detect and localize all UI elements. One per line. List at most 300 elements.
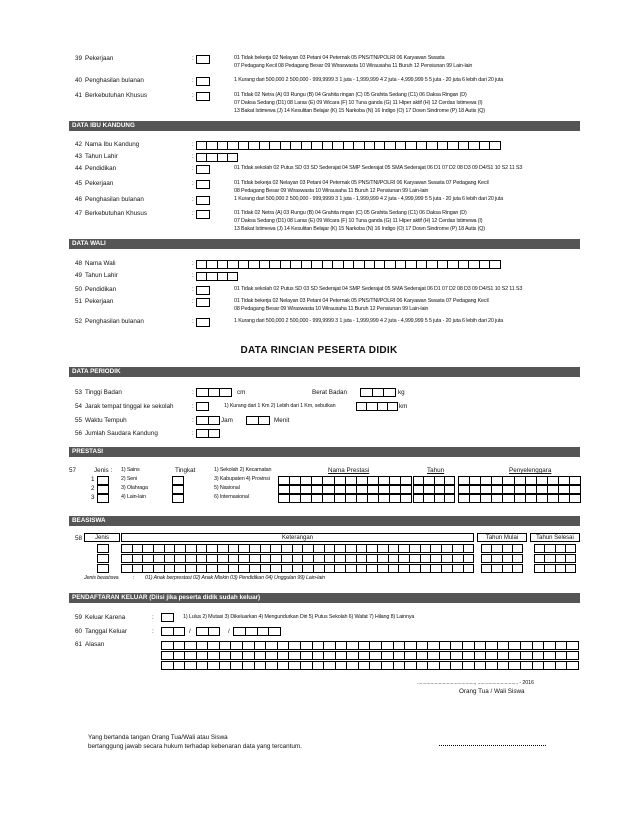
grid-cell[interactable] [513,565,522,572]
grid-cell[interactable] [269,628,280,635]
grid-cell[interactable] [481,477,492,484]
grid-cell[interactable] [570,495,580,502]
exit-day-cells[interactable] [161,627,185,636]
grid-cell[interactable] [513,555,522,562]
grid-cell[interactable] [324,642,336,649]
grid-cell[interactable] [533,642,545,649]
grid-cell[interactable] [503,565,513,572]
grid-cell[interactable] [567,642,578,649]
grid-cell[interactable] [424,486,434,493]
grid-cell[interactable] [533,662,545,669]
grid-cell[interactable] [133,565,144,572]
grid-cell[interactable] [414,486,424,493]
grid-cell[interactable] [207,545,218,552]
grid-cell[interactable] [537,486,548,493]
grid-cell[interactable] [185,652,197,659]
grid-cell[interactable] [448,261,458,268]
grid-cell[interactable] [209,389,221,396]
grid-cell[interactable] [165,565,176,572]
grid-cell[interactable] [209,430,220,437]
grid-cell[interactable] [417,652,429,659]
grid-cell[interactable] [509,642,521,649]
grid-cell[interactable] [463,662,475,669]
grid-cell[interactable] [401,477,411,484]
scholarship-desc-cells[interactable] [121,564,474,573]
grid-cell[interactable] [463,642,475,649]
grid-cell[interactable] [231,662,243,669]
grid-cell[interactable] [266,662,278,669]
grid-cell[interactable] [513,545,522,552]
grid-cell[interactable] [566,545,575,552]
grid-cell[interactable] [442,545,453,552]
grid-cell[interactable] [278,662,290,669]
grid-cell[interactable] [208,642,220,649]
grid-cell[interactable] [428,662,440,669]
grid-cell[interactable] [556,662,568,669]
grid-cell[interactable] [143,565,154,572]
grid-cell[interactable] [209,628,220,635]
grid-cell[interactable] [367,565,378,572]
grid-cell[interactable] [289,662,301,669]
grid-cell[interactable] [259,417,270,424]
grid-cell[interactable] [291,142,301,149]
penghasilan-bulanancode-box[interactable] [196,318,210,327]
grid-cell[interactable] [515,495,526,502]
grid-cell[interactable] [282,555,293,562]
grid-cell[interactable] [480,142,490,149]
grid-cell[interactable] [401,486,411,493]
grid-cell[interactable] [515,486,526,493]
grid-cell[interactable] [545,545,555,552]
grid-cell[interactable] [378,403,388,410]
grid-cell[interactable] [197,545,208,552]
grid-cell[interactable] [526,495,537,502]
berkebutuhan-khususcode-box[interactable] [196,210,210,219]
grid-cell[interactable] [162,652,174,659]
grid-cell[interactable] [258,628,270,635]
grid-cell[interactable] [470,477,481,484]
grid-cell[interactable] [312,477,323,484]
grid-cell[interactable] [375,261,385,268]
grid-cell[interactable] [559,495,570,502]
grid-cell[interactable] [250,555,261,562]
grid-cell[interactable] [346,495,357,502]
grid-cell[interactable] [503,486,514,493]
grid-cell[interactable] [498,662,510,669]
grid-cell[interactable] [390,486,401,493]
grid-cell[interactable] [480,261,490,268]
grid-cell[interactable] [388,403,397,410]
grid-cell[interactable] [325,565,336,572]
grid-cell[interactable] [323,495,334,502]
pekerjaancode-box[interactable] [196,55,210,64]
grid-cell[interactable] [410,545,421,552]
grid-cell[interactable] [162,642,174,649]
grid-cell[interactable] [492,565,502,572]
grid-cell[interactable] [175,565,186,572]
grid-cell[interactable] [335,477,346,484]
grid-cell[interactable] [475,652,487,659]
grid-cell[interactable] [370,642,382,649]
grid-cell[interactable] [301,642,313,649]
grid-cell[interactable] [414,495,424,502]
grid-cell[interactable] [335,545,346,552]
grid-cell[interactable] [442,555,453,562]
grid-cell[interactable] [368,486,379,493]
grid-cell[interactable] [312,486,323,493]
grid-cell[interactable] [313,642,325,649]
grid-cell[interactable] [490,142,499,149]
grid-cell[interactable] [475,662,487,669]
grid-cell[interactable] [250,565,261,572]
grid-cell[interactable] [401,495,411,502]
grid-cell[interactable] [482,545,492,552]
grid-cell[interactable] [208,662,220,669]
grid-cell[interactable] [481,486,492,493]
grid-cell[interactable] [382,642,394,649]
grid-cell[interactable] [302,261,312,268]
pendidikancode-box[interactable] [196,165,210,174]
grid-cell[interactable] [427,261,437,268]
grid-cell[interactable] [293,565,304,572]
grid-cell[interactable] [282,545,293,552]
siblings-cells[interactable] [196,429,220,438]
grid-cell[interactable] [239,142,249,149]
grid-cell[interactable] [234,628,246,635]
tingkat-code-box[interactable] [172,485,184,494]
grid-cell[interactable] [435,486,445,493]
grid-cell[interactable] [556,652,568,659]
grid-cell[interactable] [503,495,514,502]
hours-cells[interactable] [196,416,220,425]
grid-cell[interactable] [335,555,346,562]
grid-cell[interactable] [556,545,566,552]
scholarship-end-cells[interactable] [534,544,576,553]
grid-cell[interactable] [451,662,463,669]
grid-cell[interactable] [396,261,406,268]
grid-cell[interactable] [361,389,373,396]
grid-cell[interactable] [229,545,240,552]
grid-cell[interactable] [239,545,250,552]
grid-cell[interactable] [453,565,464,572]
grid-cell[interactable] [399,555,410,562]
grid-cell[interactable] [421,545,432,552]
grid-cell[interactable] [544,662,556,669]
grid-cell[interactable] [435,495,445,502]
tingkat-code-box[interactable] [172,476,184,485]
grid-cell[interactable] [335,495,346,502]
grid-cell[interactable] [464,555,474,562]
grid-cell[interactable] [231,652,243,659]
grid-cell[interactable] [509,662,521,669]
grid-cell[interactable] [427,142,437,149]
grid-cell[interactable] [278,652,290,659]
grid-cell[interactable] [357,565,368,572]
grid-cell[interactable] [548,495,559,502]
grid-cell[interactable] [503,477,514,484]
scholarship-start-cells[interactable] [481,564,523,573]
grid-cell[interactable] [197,652,209,659]
grid-cell[interactable] [559,477,570,484]
grid-cell[interactable] [229,555,240,562]
grid-cell[interactable] [346,486,357,493]
grid-cell[interactable] [390,477,401,484]
grid-cell[interactable] [406,142,416,149]
grid-cell[interactable] [323,142,333,149]
grid-cell[interactable] [175,555,186,562]
grid-cell[interactable] [357,545,368,552]
grid-cell[interactable] [347,642,359,649]
grid-cell[interactable] [220,389,231,396]
grid-cell[interactable] [336,652,348,659]
grid-cell[interactable] [368,477,379,484]
grid-cell[interactable] [503,545,513,552]
grid-cell[interactable] [279,486,290,493]
grid-cell[interactable] [379,477,390,484]
distance-code-box[interactable] [196,402,209,411]
grid-cell[interactable] [324,652,336,659]
jenis-code-box[interactable] [97,494,109,503]
exit-year-cells[interactable] [233,627,281,636]
grid-cell[interactable] [486,662,498,669]
exit-reason-box[interactable] [161,613,174,622]
grid-cell[interactable] [261,555,272,562]
grid-cell[interactable] [186,555,197,562]
grid-cell[interactable] [271,555,282,562]
grid-cell[interactable] [218,261,228,268]
grid-cell[interactable] [405,642,417,649]
grid-cell[interactable] [239,261,249,268]
grid-cell[interactable] [475,642,487,649]
grid-cell[interactable] [537,495,548,502]
grid-cell[interactable] [390,495,401,502]
grid-cell[interactable] [260,261,270,268]
organizer-cells[interactable] [458,494,581,503]
grid-cell[interactable] [335,565,346,572]
exit-reason-text-cells[interactable] [161,651,579,660]
grid-cell[interactable] [459,495,470,502]
grid-cell[interactable] [406,261,416,268]
grid-cell[interactable] [197,273,207,280]
grid-cell[interactable] [197,555,208,562]
grid-cell[interactable] [370,662,382,669]
grid-cell[interactable] [382,652,394,659]
grid-cell[interactable] [174,628,185,635]
grid-cell[interactable] [357,486,368,493]
grid-cell[interactable] [567,662,578,669]
grid-cell[interactable] [515,477,526,484]
grid-cell[interactable] [162,662,174,669]
grid-cell[interactable] [314,565,325,572]
grid-cell[interactable] [279,477,290,484]
grid-cell[interactable] [302,142,312,149]
grid-cell[interactable] [359,652,371,659]
grid-cell[interactable] [312,495,323,502]
grid-cell[interactable] [399,545,410,552]
scholarship-start-cells[interactable] [481,554,523,563]
grid-cell[interactable] [526,486,537,493]
grid-cell[interactable] [261,545,272,552]
grid-cell[interactable] [323,477,334,484]
grid-cell[interactable] [197,142,207,149]
grid-cell[interactable] [197,261,207,268]
grid-cell[interactable] [537,477,548,484]
grid-cell[interactable] [174,662,186,669]
grid-cell[interactable] [357,495,368,502]
grid-cell[interactable] [365,261,375,268]
grid-cell[interactable] [378,565,389,572]
grid-cell[interactable] [218,545,229,552]
grid-cell[interactable] [197,565,208,572]
grid-cell[interactable] [347,662,359,669]
grid-cell[interactable] [370,652,382,659]
grid-cell[interactable] [498,642,510,649]
grid-cell[interactable] [165,555,176,562]
grid-cell[interactable] [197,662,209,669]
grid-cell[interactable] [250,545,261,552]
exit-month-cells[interactable] [196,627,220,636]
grid-cell[interactable] [290,477,301,484]
weight-cells[interactable] [360,388,396,397]
grid-cell[interactable] [243,642,255,649]
grid-cell[interactable] [255,662,267,669]
grid-cell[interactable] [174,642,186,649]
grid-cell[interactable] [405,652,417,659]
grid-cell[interactable] [379,495,390,502]
grid-cell[interactable] [197,417,209,424]
grid-cell[interactable] [367,555,378,562]
grid-cell[interactable] [431,545,442,552]
grid-cell[interactable] [239,565,250,572]
pekerjaancode-box[interactable] [196,298,210,307]
penghasilan-bulanancode-box[interactable] [196,196,210,205]
grid-cell[interactable] [421,565,432,572]
grid-cell[interactable] [293,555,304,562]
grid-cell[interactable] [375,142,385,149]
grid-cell[interactable] [228,261,238,268]
grid-cell[interactable] [389,555,400,562]
grid-cell[interactable] [333,142,343,149]
grid-cell[interactable] [289,642,301,649]
grid-cell[interactable] [448,142,458,149]
grid-cell[interactable] [445,486,454,493]
grid-cell[interactable] [154,555,165,562]
grid-cell[interactable] [545,555,555,562]
grid-cell[interactable] [445,495,454,502]
grid-cell[interactable] [243,662,255,669]
grid-cell[interactable] [143,545,154,552]
grid-cell[interactable] [469,142,479,149]
grid-cell[interactable] [354,261,364,268]
grid-cell[interactable] [417,662,429,669]
grid-cell[interactable] [470,495,481,502]
grid-cell[interactable] [174,652,186,659]
grid-cell[interactable] [335,486,346,493]
grid-cell[interactable] [548,477,559,484]
grid-cell[interactable] [399,565,410,572]
grid-cell[interactable] [325,555,336,562]
grid-cell[interactable] [231,642,243,649]
grid-cell[interactable] [301,477,312,484]
grid-cell[interactable] [207,142,217,149]
scholarship-start-cells[interactable] [481,544,523,553]
grid-cell[interactable] [249,261,259,268]
grid-cell[interactable] [533,652,545,659]
grid-cell[interactable] [186,545,197,552]
grid-cell[interactable] [521,662,533,669]
grid-cell[interactable] [492,477,503,484]
height-cells[interactable] [196,388,232,397]
grid-cell[interactable] [492,486,503,493]
grid-cell[interactable] [162,628,174,635]
grid-cell[interactable] [303,555,314,562]
grid-cell[interactable] [394,642,406,649]
grid-cell[interactable] [207,565,218,572]
grid-cell[interactable] [535,565,545,572]
grid-cell[interactable] [186,565,197,572]
grid-cell[interactable] [410,555,421,562]
grid-cell[interactable] [378,555,389,562]
grid-cell[interactable] [490,261,499,268]
grid-cell[interactable] [482,555,492,562]
grid-cell[interactable] [133,555,144,562]
grid-cell[interactable] [266,652,278,659]
achievement-name-cells[interactable] [278,476,412,485]
grid-cell[interactable] [336,662,348,669]
grid-cell[interactable] [373,389,385,396]
grid-cell[interactable] [431,565,442,572]
grid-cell[interactable] [281,142,291,149]
distance-km-cells[interactable] [356,402,398,411]
grid-cell[interactable] [346,565,357,572]
grid-cell[interactable] [417,142,427,149]
grid-cell[interactable] [346,555,357,562]
grid-cell[interactable] [482,565,492,572]
grid-cell[interactable] [556,642,568,649]
organizer-cells[interactable] [458,485,581,494]
grid-cell[interactable] [470,486,481,493]
grid-cell[interactable] [394,652,406,659]
grid-cell[interactable] [521,642,533,649]
grid-cell[interactable] [175,545,186,552]
grid-cell[interactable] [249,142,259,149]
grid-cell[interactable] [567,652,578,659]
scholarship-desc-cells[interactable] [121,544,474,553]
grid-cell[interactable] [290,495,301,502]
grid-cell[interactable] [218,555,229,562]
grid-cell[interactable] [440,662,452,669]
grid-cell[interactable] [389,545,400,552]
grid-cell[interactable] [424,495,434,502]
grid-cell[interactable] [445,477,454,484]
grid-cell[interactable] [421,555,432,562]
grid-cell[interactable] [367,545,378,552]
grid-cell[interactable] [271,545,282,552]
grid-cell[interactable] [451,642,463,649]
grid-cell[interactable] [438,142,448,149]
grid-cell[interactable] [281,261,291,268]
grid-cell[interactable] [382,662,394,669]
mother-name-cells[interactable] [196,141,501,150]
grid-cell[interactable] [122,555,133,562]
grid-cell[interactable] [228,154,237,161]
grid-cell[interactable] [313,662,325,669]
scholarship-type-box[interactable] [97,544,109,553]
grid-cell[interactable] [486,652,498,659]
scholarship-end-cells[interactable] [534,564,576,573]
grid-cell[interactable] [289,652,301,659]
grid-cell[interactable] [207,555,218,562]
